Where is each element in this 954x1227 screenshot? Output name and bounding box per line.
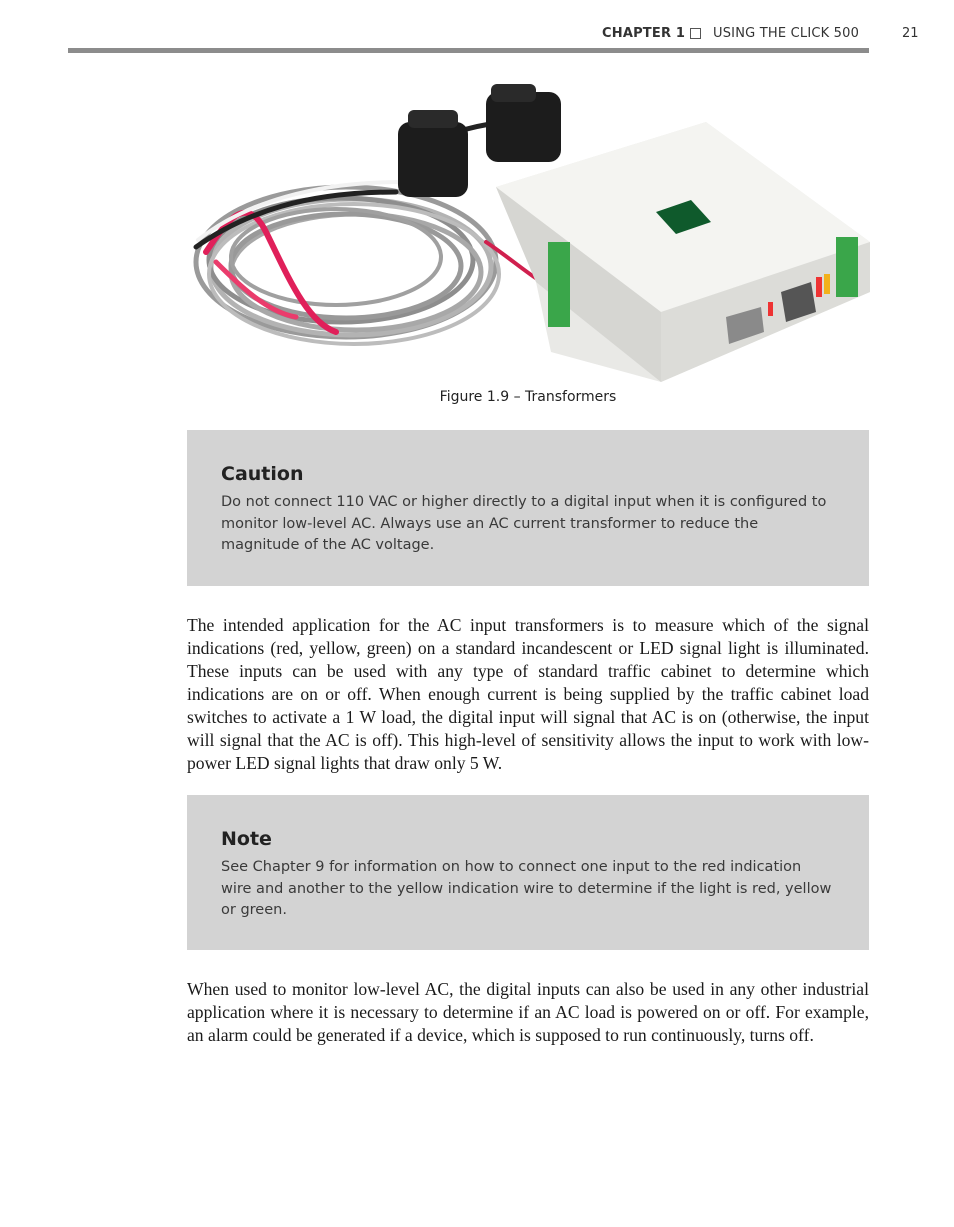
note-box <box>187 795 869 950</box>
caution-title: Caution <box>221 463 304 485</box>
figure-caption: Figure 1.9 – Transformers <box>439 389 617 405</box>
page-number: 21 <box>902 26 919 41</box>
page-header <box>0 26 954 46</box>
chapter-title: USING THE CLICK 500 <box>713 26 860 41</box>
caution-box <box>187 430 869 586</box>
chapter-label: CHAPTER 1 <box>602 26 686 41</box>
separator-box-icon <box>690 28 701 39</box>
body-paragraph-2: When used to monitor low-level AC, the digital inputs can also be used in any other industrial application where it is necessary to determine if an AC load is powered on or off. For example, an alarm could be generated if a device, which is supposed to run continuously, turns off. <box>187 979 869 1045</box>
note-title: Note <box>221 828 272 850</box>
caution-body: Do not connect 110 VAC or higher directly to a digital input when it is configured to monitor low-level AC. Always use an AC current transformer to reduce the magnitude of the AC voltage. <box>221 494 827 553</box>
transformers-photo <box>186 82 870 382</box>
body-paragraph-1: The intended application for the AC input transformers is to measure which of the signal indications (red, yellow, green) on a standard incandescent or LED signal light is illuminated. These inputs can be used with any type of standard traffic cabinet to determine which indications are on or off. When enough current is being supplied by the traffic cabinet load switches to activate a 1 W load, the digital input will signal that AC is on (otherwise, the input will signal that the AC is off). This high-level of sensitivity allows the input to work with low-power LED signal lights that draw only 5 W. <box>187 615 869 773</box>
note-body: See Chapter 9 for information on how to connect one input to the red indication wire and another to the yellow indication wire to determine if the light is red, yellow or green. <box>221 859 832 918</box>
header-rule <box>68 48 869 53</box>
